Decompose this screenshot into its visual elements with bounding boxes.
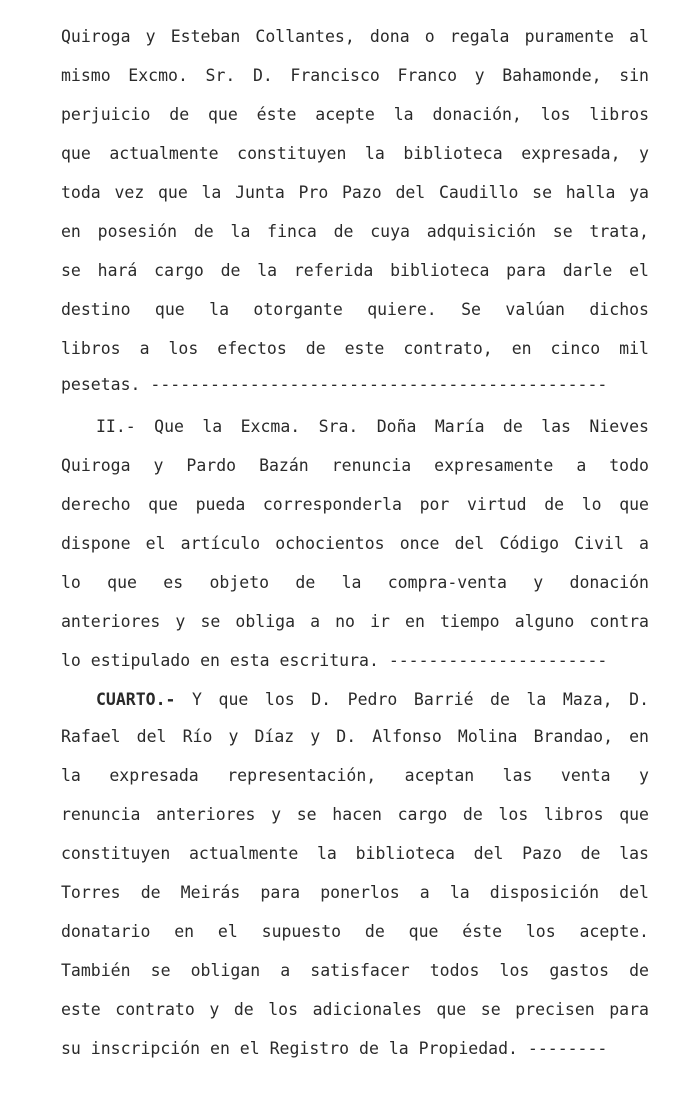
text-line: lo estipulado en esta escritura. ----------------------	[61, 651, 608, 670]
text-line: Quiroga y Pardo Bazán renuncia expresamente a todo	[61, 456, 649, 475]
text-line: este contrato y de los adicionales que se precisen para	[61, 1000, 649, 1019]
paragraph-cuarto-text: Y que los D. Pedro Barrié de la Maza, D.	[192, 690, 649, 709]
text-line: perjuicio de que éste acepte la donación, los libros	[61, 105, 649, 124]
text-line: También se obligan a satisfacer todos los gastos de	[61, 961, 649, 980]
text-line: renuncia anteriores y se hacen cargo de los libros que	[61, 805, 649, 824]
text-line: anteriores y se obliga a no ir en tiempo alguno contra	[61, 612, 649, 631]
text-line: su inscripción en el Registro de la Propiedad. --------	[61, 1039, 608, 1058]
text-line: Rafael del Río y Díaz y D. Alfonso Molina Brandao, en	[61, 727, 649, 746]
text-line: constituyen actualmente la biblioteca del Pazo de las	[61, 844, 649, 863]
text-line: pesetas. ----------------------------------------------	[61, 375, 608, 394]
text-line: toda vez que la Junta Pro Pazo del Caudillo se halla ya	[61, 183, 649, 202]
text-line: mismo Excmo. Sr. D. Francisco Franco y Bahamonde, sin	[61, 66, 649, 85]
text-line: se hará cargo de la referida biblioteca para darle el	[61, 261, 649, 280]
text-line: que actualmente constituyen la biblioteca expresada, y	[61, 144, 649, 163]
text-line: donatario en el supuesto de que éste los acepte.	[61, 922, 649, 941]
text-line: Quiroga y Esteban Collantes, dona o regala puramente al	[61, 27, 649, 46]
text-line: en posesión de la finca de cuya adquisición se trata,	[61, 222, 649, 241]
heading-cuarto: CUARTO.-	[96, 690, 176, 709]
text-line: derecho que pueda corresponderla por virtud de lo que	[61, 495, 649, 514]
text-line: destino que la otorgante quiere. Se valúan dichos	[61, 300, 649, 319]
text-line: Torres de Meirás para ponerlos a la disposición del	[61, 883, 649, 902]
text-line: lo que es objeto de la compra-venta y donación	[61, 573, 649, 592]
paragraph-cuarto-first-line	[96, 687, 649, 713]
paragraph-ii-first-line: II.- Que la Excma. Sra. Doña María de las Nieves	[96, 417, 649, 436]
text-line: dispone el artículo ochocientos once del Código Civil a	[61, 534, 649, 553]
text-line: la expresada representación, aceptan las venta y	[61, 766, 649, 785]
text-line: libros a los efectos de este contrato, en cinco mil	[61, 339, 649, 358]
